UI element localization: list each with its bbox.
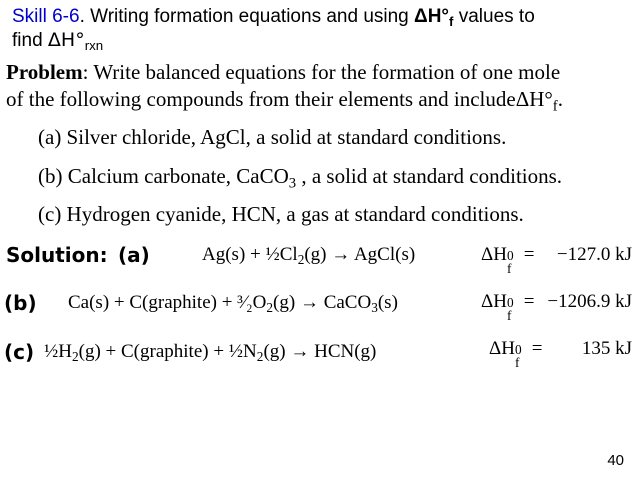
solution-c-dh-symbol: ΔH (489, 338, 515, 359)
part-c: (c) Hydrogen cyanide, HCN, a gas at standard conditions. (38, 202, 524, 226)
solution-c-delta-h: ΔH 0 f = (489, 338, 543, 370)
solution-a-equation (202, 244, 415, 266)
solution-a-reactants: Ag(s) + ½Cl (202, 244, 298, 265)
solution-c-r2: (g) + C(graphite) + ½N (78, 341, 257, 362)
problem-text-1: : Write balanced equations for the formation of one mole (82, 60, 561, 84)
problem-line2 (6, 87, 563, 115)
solution-c-sub1: 2 (71, 348, 79, 364)
title-text-3: find (12, 30, 48, 51)
solution-a-dh-symbol: ΔH (481, 244, 507, 265)
part-b (38, 164, 563, 192)
solution-c-label: (c) (4, 340, 35, 364)
solution-c-eq-sign: = (531, 338, 543, 359)
part-b-post: , a solid at standard conditions. (296, 164, 563, 188)
solution-b-sub2: 3 (371, 299, 378, 315)
part-b-text: (b) Calcium carbonate, CaCO (38, 164, 289, 188)
solution-b-rest1: (g) → CaCO (273, 292, 372, 313)
problem-end: . (557, 87, 563, 111)
solution-a-value: −127.0 kJ (556, 244, 632, 265)
part-b-sub: 3 (288, 175, 297, 192)
problem-label: Problem (6, 60, 83, 84)
title-text-2: values to (453, 6, 535, 27)
problem-delta-h: ΔH° (515, 87, 553, 111)
solution-b-rest2: (s) (377, 292, 398, 313)
solution-c-r3: (g) → HCN(g) (263, 341, 377, 362)
solution-a-delta-h: ΔH 0 f = (481, 244, 535, 276)
delta-h-sub-rxn: rxn (84, 37, 104, 53)
solution-label: Solution: (6, 243, 108, 267)
delta-h-sub-f: f (449, 13, 454, 29)
page-number: 40 (607, 452, 624, 469)
solution-b-equation (68, 292, 398, 314)
solution-b-label: (b) (4, 291, 37, 315)
problem-delta-sub-f: f (552, 98, 558, 115)
solution-a-eq-sign: = (523, 244, 535, 265)
problem-line1 (6, 60, 560, 85)
solution-c-r1: ½H (44, 341, 72, 362)
solution-b-delta-h: ΔH 0 f = (481, 291, 535, 323)
delta-h-symbol: ΔH° (414, 6, 450, 27)
slide-title-line2 (12, 29, 103, 52)
solution-b-reactants: Ca(s) + C(graphite) + ³⁄₂O (68, 292, 267, 313)
solution-c-sub2: 2 (256, 348, 264, 364)
solution-c-value: 135 kJ (581, 338, 632, 359)
solution-b-sub: 2 (266, 299, 274, 315)
solution-c-equation (44, 341, 376, 363)
delta-h-rxn-symbol: ΔH° (47, 29, 85, 51)
slide-title-line1 (12, 6, 535, 28)
solution-b-eq-sign: = (523, 291, 535, 312)
part-a: (a) Silver chloride, AgCl, a solid at standard conditions. (38, 125, 507, 149)
solution-a-sub: 2 (297, 251, 305, 267)
solution-a-rest: (g) → AgCl(s) (304, 244, 416, 265)
problem-text-2: of the following compounds from their elements and include (6, 87, 516, 111)
skill-label: Skill 6-6 (12, 6, 80, 27)
solution-a-label: (a) (118, 243, 150, 267)
solution-b-value: −1206.9 kJ (547, 291, 632, 312)
title-text-1: . Writing formation equations and using (79, 6, 415, 27)
solution-b-dh-symbol: ΔH (481, 291, 507, 312)
